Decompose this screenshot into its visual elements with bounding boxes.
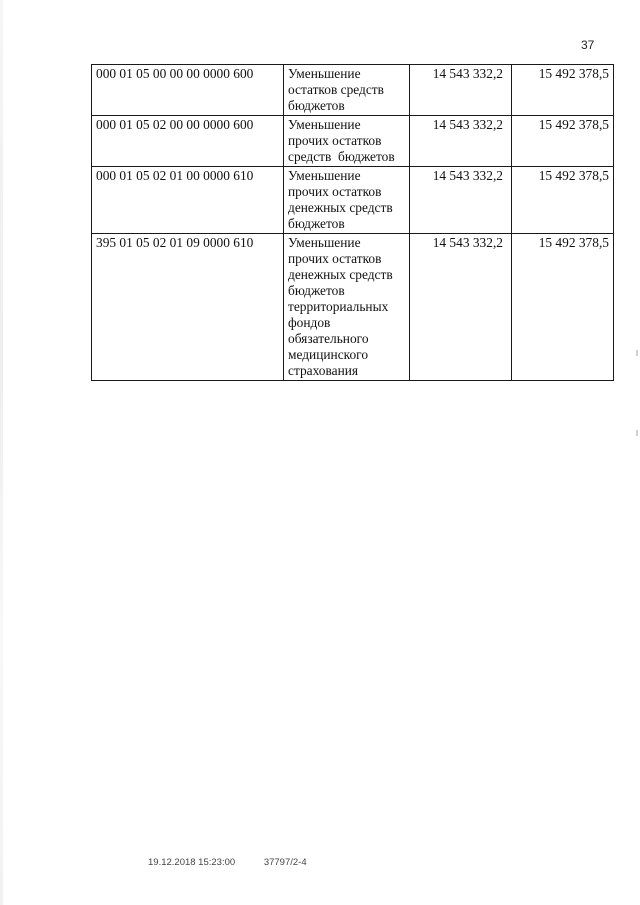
source-name-line: прочих остатков <box>288 133 382 148</box>
table-body <box>92 65 614 381</box>
source-name <box>284 234 410 381</box>
source-name-line: остатков средств <box>288 82 384 97</box>
amount-year-2: 15 492 378,5 <box>512 234 614 381</box>
page-footer <box>148 857 307 868</box>
amount-year-1: 14 543 332,2 <box>410 234 512 381</box>
table-row <box>92 65 614 116</box>
table-row <box>92 167 614 234</box>
source-name-line: страхования <box>288 363 359 378</box>
source-name <box>284 65 410 116</box>
source-name-line: прочих остатков <box>288 184 382 199</box>
budget-sources-table <box>91 64 614 381</box>
scan-mark <box>636 350 638 356</box>
source-name-line: средств бюджетов <box>288 149 395 164</box>
source-name-line: Уменьшение <box>288 66 361 81</box>
source-name-line: территориальных <box>288 299 389 314</box>
source-name-line: Уменьшение <box>288 235 361 250</box>
amount-year-2: 15 492 378,5 <box>512 65 614 116</box>
source-name-line: фондов <box>288 315 331 330</box>
footer-timestamp: 19.12.2018 15:23:00 <box>148 857 236 868</box>
budget-classification-code: 395 01 05 02 01 09 0000 610 <box>92 234 284 381</box>
scan-mark <box>636 430 638 436</box>
amount-year-1: 14 543 332,2 <box>410 167 512 234</box>
source-name-line: медицинского <box>288 347 369 362</box>
budget-classification-code: 000 01 05 00 00 00 0000 600 <box>92 65 284 116</box>
source-name-line: бюджетов <box>288 216 345 231</box>
source-name-line: прочих остатков <box>288 251 382 266</box>
footer-document-id: 37797/2-4 <box>263 857 307 868</box>
source-name-line: Уменьшение <box>288 168 361 183</box>
budget-classification-code: 000 01 05 02 01 00 0000 610 <box>92 167 284 234</box>
table-row <box>92 116 614 167</box>
source-name-line: денежных средств <box>288 267 393 282</box>
amount-year-1: 14 543 332,2 <box>410 65 512 116</box>
table-row <box>92 234 614 381</box>
source-name-line: Уменьшение <box>288 117 361 132</box>
scan-edge <box>0 0 3 905</box>
budget-classification-code: 000 01 05 02 00 00 0000 600 <box>92 116 284 167</box>
amount-year-1: 14 543 332,2 <box>410 116 512 167</box>
source-name-line: бюджетов <box>288 98 345 113</box>
source-name-line: бюджетов <box>288 283 345 298</box>
amount-year-2: 15 492 378,5 <box>512 167 614 234</box>
source-name-line: обязательного <box>288 331 369 346</box>
page-number: 37 <box>581 38 595 52</box>
source-name-line: денежных средств <box>288 200 393 215</box>
source-name <box>284 167 410 234</box>
amount-year-2: 15 492 378,5 <box>512 116 614 167</box>
source-name <box>284 116 410 167</box>
